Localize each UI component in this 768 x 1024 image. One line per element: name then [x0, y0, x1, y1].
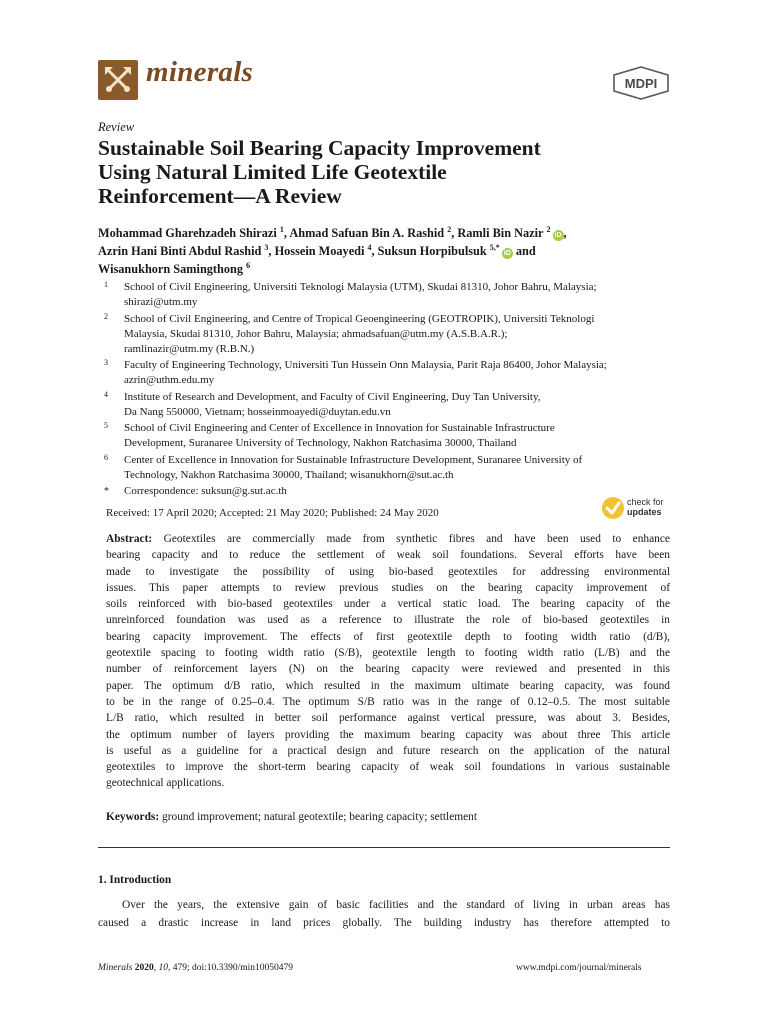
abstract-label: Abstract:	[106, 533, 153, 545]
orcid-icon[interactable]: iD	[503, 250, 511, 257]
author-name[interactable]: Ramli Bin Nazir	[457, 226, 544, 240]
affiliation-ref: 1	[279, 224, 284, 234]
abstract-line: is useful as a guideline for a practical design and future research on the application of the natural	[106, 744, 670, 757]
abstract-line	[106, 531, 670, 547]
affiliation-ref: 5,*	[489, 242, 500, 252]
affiliation-text: School of Civil Engineering, and Centre of Tropical Geoengineering (GEOTROPIK), Universiti Teknologi	[124, 312, 595, 325]
affiliation-text: Faculty of Engineering Technology, Universiti Tun Hussein Onn Malaysia, Parit Raja 86400, Johor Malaysia;	[124, 359, 607, 371]
page-title	[98, 136, 658, 208]
keywords-text: ground improvement; natural geotextile; bearing capacity; settlement	[159, 811, 478, 823]
abstract-line: geotextile spacing to footing width ratio (S/B), geotextile length to footing width ratio (L/B) and the	[106, 647, 670, 660]
correspondence-marker: *	[104, 486, 109, 497]
affiliation-ref: 2	[546, 224, 551, 234]
mdpi-logo-text: MDPI	[624, 76, 658, 91]
abstract-line: soils reinforced with bio-based geotextiles under a vertical static load. The bearing capacity of the	[106, 598, 670, 611]
keywords	[106, 811, 477, 823]
check-updates-line: updates	[627, 507, 662, 517]
orcid-icon[interactable]: iD	[554, 232, 562, 239]
author-separator: ,	[563, 226, 567, 240]
affiliation-email[interactable]: ramlinazir@utm.my (R.B.N.)	[124, 342, 255, 355]
affiliation-item	[104, 390, 670, 420]
mdpi-logo	[612, 66, 670, 100]
affiliation-number: 2	[104, 311, 108, 321]
affiliation-email[interactable]: azrin@uthm.edu.my	[124, 374, 215, 386]
footer-journal: Minerals	[98, 963, 133, 973]
abstract-line: geotextiles to improve the short-term bearing capacity of weak soil foundations in various sustainable	[106, 761, 670, 774]
author-list	[98, 224, 670, 278]
abstract-line: made to investigate the possibility of using bio-based geotextiles for addressing environmental	[106, 565, 670, 578]
affiliation-text: School of Civil Engineering, Universiti Teknologi Malaysia (UTM), Skudai 81310, Johor Bahru, Malaysia;	[124, 281, 597, 293]
abstract-text: Geotextiles are commercially made from synthetic fibres and have been used to enhance	[152, 533, 670, 545]
affiliation-text: Technology, Nakhon Ratchasima 30000, Thailand; wisanukhorn@sut.ac.th	[124, 468, 454, 481]
check-for-updates-label[interactable]	[627, 497, 664, 517]
affiliation-text: Malaysia, Skudai 81310, Johor Bahru, Malaysia; ahmadsafuan@utm.my (A.S.B.A.R.);	[124, 327, 508, 340]
affiliation-text: Center of Excellence in Innovation for Sustainable Infrastructure Development, Suranaree University of	[124, 453, 583, 466]
journal-logo	[98, 60, 138, 100]
author-name[interactable]: Ahmad Safuan Bin A. Rashid	[289, 226, 445, 240]
affiliation-item	[104, 453, 670, 483]
intro-line: Over the years, the extensive gain of basic facilities and the standard of living in urban areas has	[122, 899, 670, 911]
author-name[interactable]: Mohammad Gharehzadeh Shirazi	[98, 226, 277, 240]
abstract-line: to be in the range of 0.25–0.4. The optimum S/B ratio was in the range of 0.12–0.5. The most suitable	[106, 695, 670, 708]
author-name[interactable]: Suksun Horpibulsuk	[377, 244, 487, 258]
author-separator: ,	[283, 226, 290, 240]
footer-year: 2020	[134, 963, 154, 973]
footer-doi[interactable]: , 479; doi:10.3390/min10050479	[167, 963, 294, 973]
author-separator: and	[512, 244, 536, 258]
affiliation-ref: 2	[447, 224, 452, 234]
crossed-pickaxes-icon	[101, 63, 135, 97]
affiliation-ref: 4	[367, 242, 372, 252]
abstract-line: unreinforced foundation was used as a reference to illustrate the role of bio-based geotextiles in	[106, 614, 670, 627]
correspondence-text[interactable]: Correspondence: suksun@g.sut.ac.th	[124, 485, 287, 497]
affiliation-text: Development, Suranaree University of Technology, Nakhon Ratchasima 30000, Thailand	[124, 437, 517, 449]
author-separator: ,	[451, 226, 458, 240]
author-separator: ,	[371, 244, 378, 258]
intro-line: caused a drastic increase in land prices globally. The building industry has therefore attempted to	[98, 917, 670, 929]
affiliation-ref: 6	[246, 260, 251, 270]
abstract-line: bearing capacity improvement. The effects of first geotextile depth to footing width ratio (d/B),	[106, 630, 670, 643]
abstract	[106, 531, 670, 792]
intro-body	[98, 896, 670, 932]
abstract-line: bearing capacity and to reduce the settlement of weak soil foundations. Several efforts have been	[106, 549, 670, 562]
abstract-line: L/B ratio, which resulted in better soil performance against vertical pressure, was about 3. Besides,	[106, 712, 670, 725]
author-name[interactable]: Hossein Moayedi	[274, 244, 365, 258]
affiliation-email[interactable]: shirazi@utm.my	[124, 296, 198, 308]
journal-url-link[interactable]: www.mdpi.com/journal/minerals	[516, 963, 642, 973]
section-divider	[98, 847, 670, 848]
abstract-line: geotechnical applications.	[106, 777, 225, 790]
abstract-line: the optimum number of layers providing the maximum bearing capacity was about three This article	[106, 728, 670, 741]
citation-footer: Minerals 2020, 10, 479; doi:10.3390/min10050479	[98, 963, 294, 973]
check-updates-line: check for	[627, 497, 664, 507]
affiliation-item	[104, 421, 670, 451]
correspondence	[104, 484, 670, 499]
affiliation-text: School of Civil Engineering and Center of Excellence in Innovation for Sustainable Infrastructure	[124, 422, 555, 434]
author-separator: ,	[268, 244, 275, 258]
footer-volume: 10	[158, 963, 168, 973]
keywords-label: Keywords:	[106, 811, 160, 823]
affiliation-text: Institute of Research and Development, and Faculty of Civil Engineering, Duy Tan University,	[124, 390, 541, 403]
section-heading: 1. Introduction	[98, 874, 172, 886]
article-type: Review	[98, 120, 135, 134]
affiliation-number: 4	[104, 389, 108, 399]
author-line	[98, 224, 670, 242]
affiliation-item	[104, 358, 670, 388]
title-line: Sustainable Soil Bearing Capacity Improvement	[98, 136, 541, 160]
title-line: Reinforcement—A Review	[98, 184, 342, 208]
affiliation-number: 5	[104, 421, 108, 430]
author-name[interactable]: Wisanukhorn Samingthong	[98, 262, 244, 276]
journal-name: minerals	[146, 56, 254, 88]
publication-dates: Received: 17 April 2020; Accepted: 21 May 2020; Published: 24 May 2020	[106, 507, 439, 519]
abstract-line: paper. The optimum d/B ratio, which resulted in the maximum ultimate bearing capacity, was found	[106, 679, 670, 692]
abstract-line: number of reinforcement layers (N) on the bearing capacity were reviewed and presented in this	[106, 663, 670, 676]
check-updates-icon	[601, 494, 625, 522]
affiliation-item	[104, 312, 670, 357]
affiliation-text: Da Nang 550000, Vietnam; hosseinmoayedi@duytan.edu.vn	[124, 405, 391, 418]
affiliation-number: 6	[104, 452, 108, 462]
title-line: Using Natural Limited Life Geotextile	[98, 160, 447, 184]
author-line	[98, 242, 670, 260]
affiliation-ref: 3	[264, 242, 269, 252]
abstract-line: issues. This paper attempts to review previous studies on the bearing capacity improvement of	[106, 581, 670, 594]
author-name[interactable]: Azrin Hani Binti Abdul Rashid	[98, 244, 262, 258]
affiliation-item	[104, 280, 670, 310]
affiliation-number: 3	[104, 358, 108, 367]
affiliation-number: 1	[104, 280, 108, 289]
affiliation-list	[104, 280, 670, 501]
author-line	[98, 260, 670, 278]
